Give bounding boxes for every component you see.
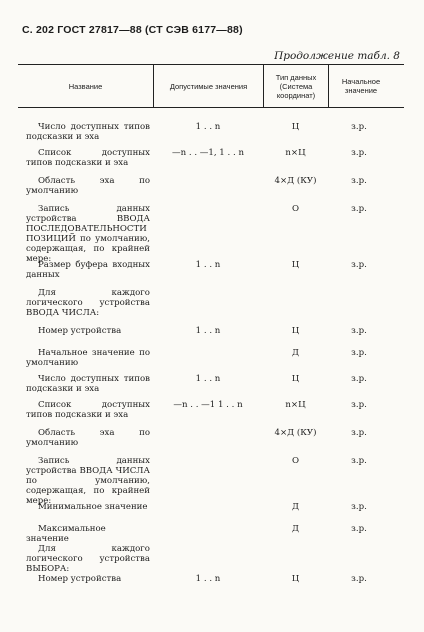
row-type: Д	[292, 524, 299, 534]
row-initial: з.р.	[351, 260, 367, 270]
row-initial: з.р.	[351, 176, 367, 186]
row-name: Размер буфера входных данных	[26, 260, 150, 280]
row-initial: з.р.	[351, 524, 367, 534]
row-type: 4×Д (КУ)	[274, 428, 317, 438]
row-initial: з.р.	[351, 122, 367, 132]
row-name: Число доступных типов подсказки и эха	[26, 374, 150, 394]
row-name: Список доступных типов подсказки и эха	[26, 148, 150, 168]
row-values: 1 . . n	[195, 122, 221, 132]
table-header	[18, 64, 404, 108]
row-initial: з.р.	[351, 456, 367, 466]
row-name: Для каждого логического устройства ВЫБОРА:	[26, 544, 150, 574]
row-values: 1 . . n	[195, 374, 221, 384]
row-initial: з.р.	[351, 574, 367, 584]
data-table	[18, 64, 404, 584]
row-values: 1 . . n	[195, 574, 221, 584]
row-initial: з.р.	[351, 348, 367, 358]
row-name: Список доступных типов подсказки и эха	[26, 400, 150, 420]
row-type: Ц	[291, 574, 300, 584]
row-type: О	[291, 204, 300, 214]
row-name: Начальное значение по умолчанию	[26, 348, 150, 368]
row-name: Запись данных устройства ВВОДА ПОСЛЕДОВАТЕЛЬНОСТИ ПОЗИЦИЙ по умолчанию, содержащая, по крайней мере:	[26, 204, 150, 264]
row-type: Д	[292, 348, 299, 358]
row-values: 1 . . n	[195, 260, 221, 270]
page-header: С. 202 ГОСТ 27817—88 (СТ СЭВ 6177—88)	[22, 24, 243, 36]
column-header-name: Название	[68, 81, 103, 91]
row-type: Ц	[291, 326, 300, 336]
column-header-values: Допустимые значения	[169, 81, 248, 91]
row-type: 4×Д (КУ)	[274, 176, 317, 186]
row-type: Ц	[291, 374, 300, 384]
row-type: n×Ц	[285, 400, 306, 410]
column-header-initial: Начальное значение	[341, 77, 381, 95]
table-continuation-label: Продолжение табл. 8	[274, 50, 400, 62]
column-header-type: Тип данных (Система координат)	[275, 72, 317, 100]
row-name: Для каждого логического устройства ВВОДА ЧИСЛА:	[26, 288, 150, 318]
row-type: Д	[292, 502, 299, 512]
row-initial: з.р.	[351, 428, 367, 438]
row-type: Ц	[291, 260, 300, 270]
row-name: Область эха по умолчанию	[26, 176, 150, 196]
row-type: О	[291, 456, 300, 466]
row-name: Номер устройства	[38, 326, 122, 336]
row-initial: з.р.	[351, 204, 367, 214]
row-initial: з.р.	[351, 502, 367, 512]
row-initial: з.р.	[351, 374, 367, 384]
row-name: Число доступных типов подсказки и эха	[26, 122, 150, 142]
row-type: n×Ц	[285, 148, 306, 158]
row-values: —n . . —1, 1 . . n	[172, 148, 244, 158]
row-values: —n . . —1 1 . . n	[173, 400, 243, 410]
row-initial: з.р.	[351, 326, 367, 336]
row-name: Область эха по умолчанию	[26, 428, 150, 448]
row-name: Номер устройства	[38, 574, 122, 584]
row-name: Минимальное значение	[38, 502, 148, 512]
row-type: Ц	[291, 122, 300, 132]
row-name: Запись данных устройства ВВОДА ЧИСЛА по умолчанию, содержащая, по крайней мере:	[26, 456, 150, 506]
row-initial: з.р.	[351, 400, 367, 410]
row-initial: з.р.	[351, 148, 367, 158]
row-name: Максимальное значение	[26, 524, 106, 544]
row-values: 1 . . n	[195, 326, 221, 336]
